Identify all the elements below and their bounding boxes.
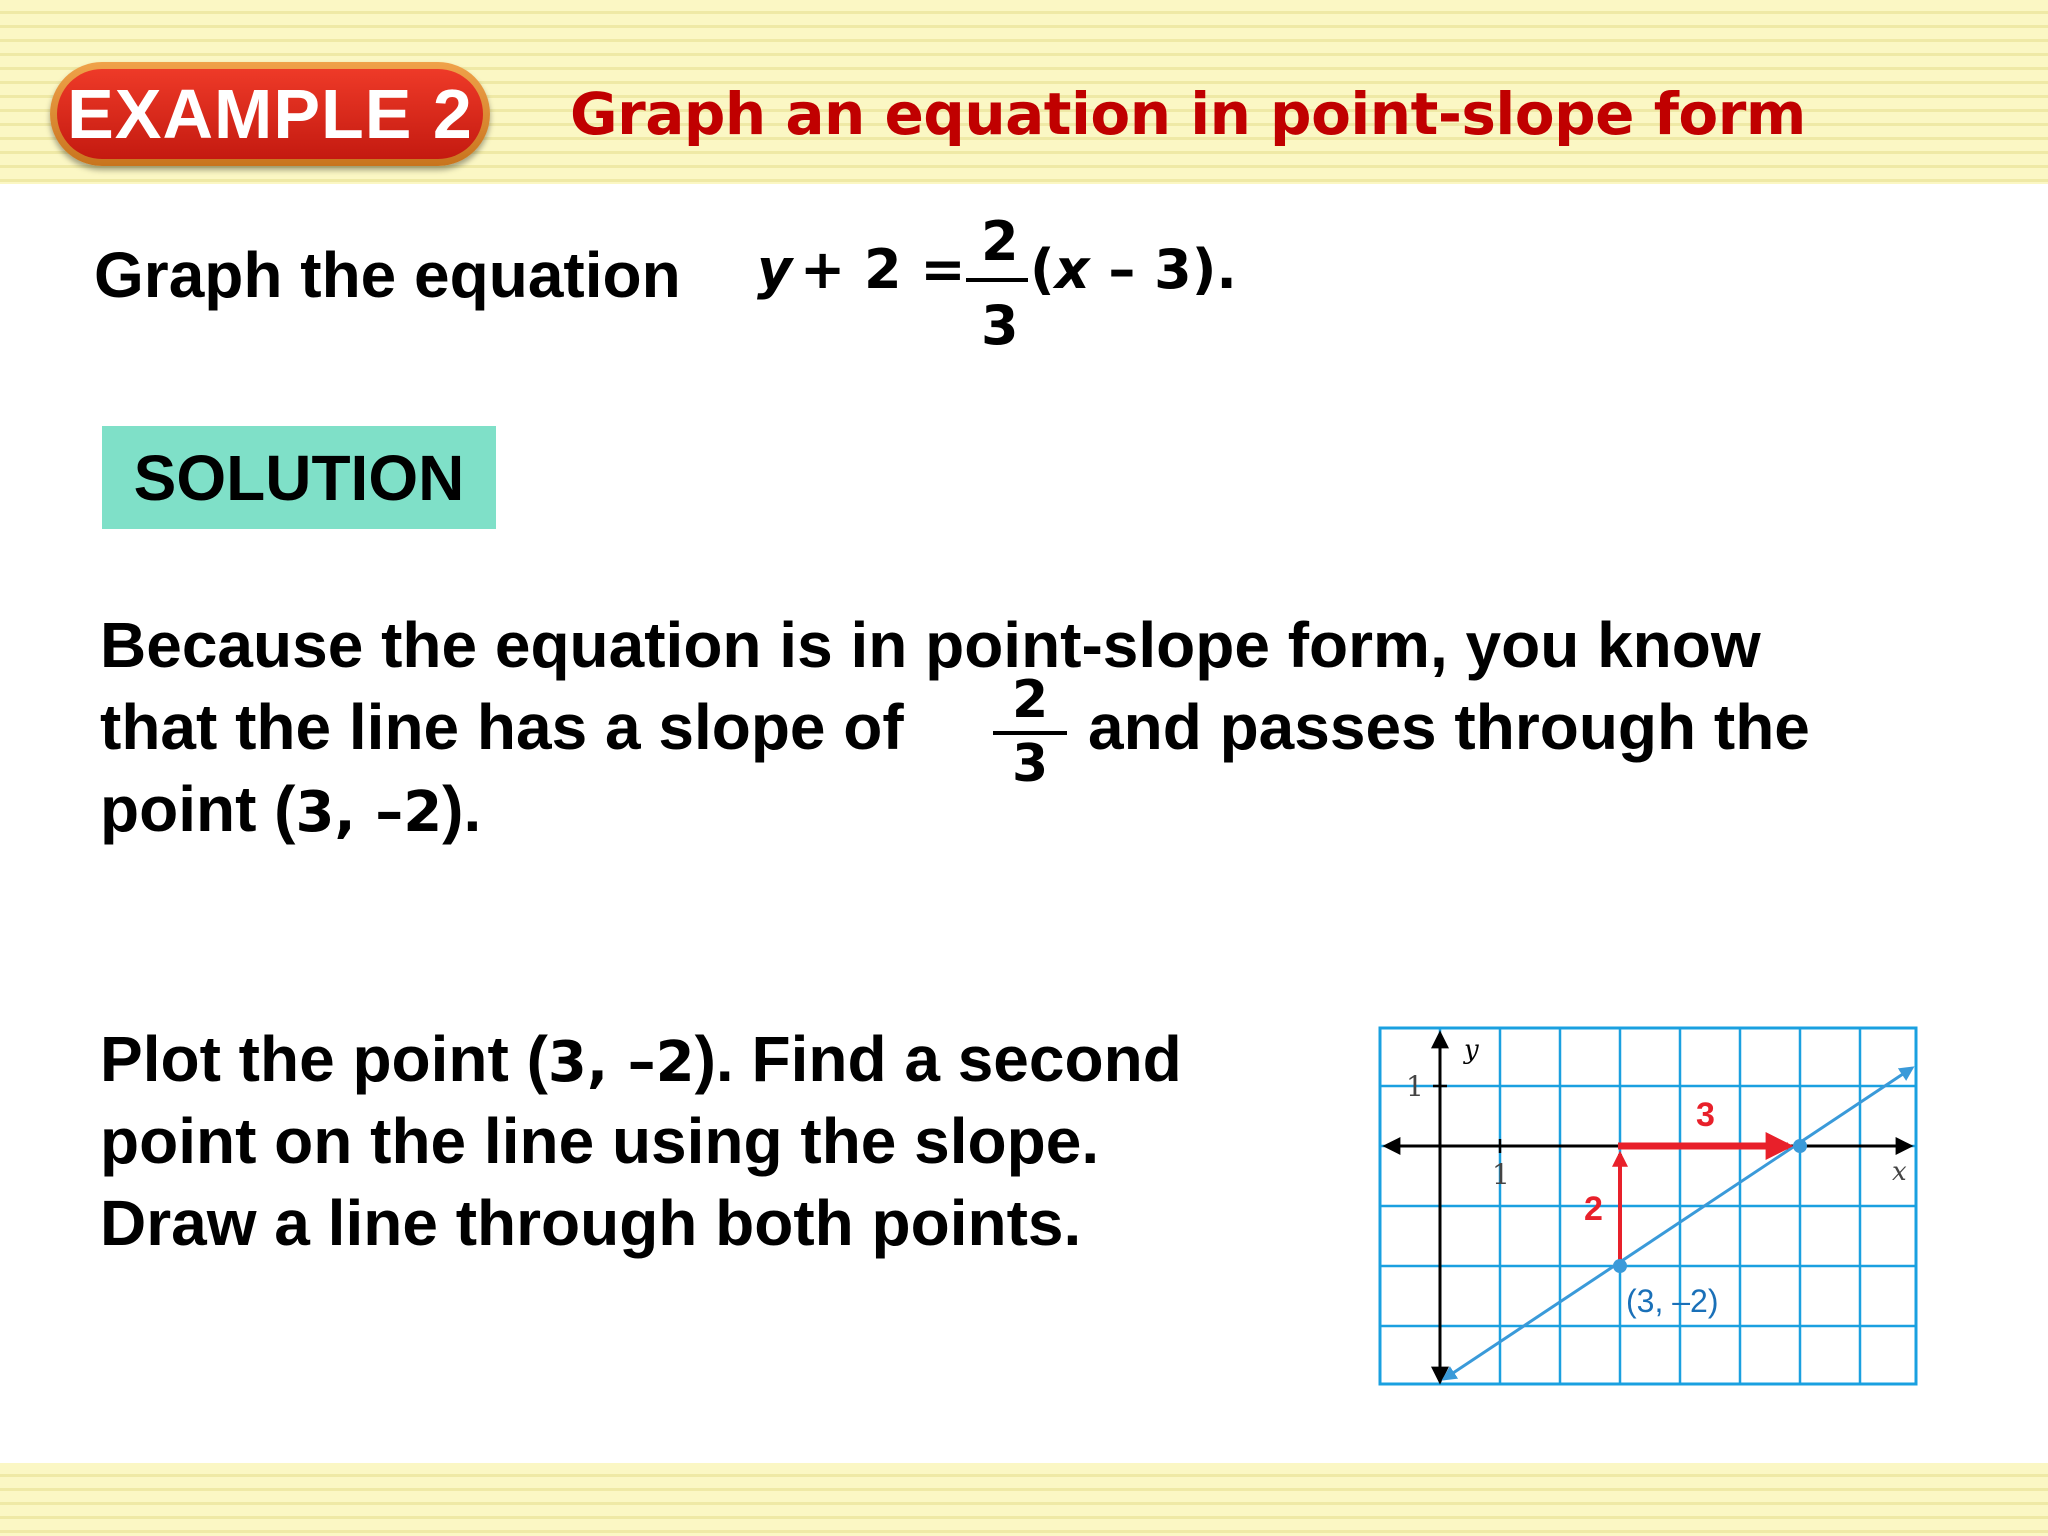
equation-x: x [1054, 238, 1090, 301]
slope-fraction-numerator: 2 [1012, 670, 1049, 730]
paragraph1-line2-end: and passes through the [1088, 691, 1810, 763]
paragraph2-line1-start: Plot the point ( [100, 1023, 548, 1095]
graph-grid [1380, 1028, 1916, 1384]
paragraph2-line3: Draw a line through both points. [100, 1187, 1082, 1259]
y-tick-label: 1 [1406, 1070, 1424, 1103]
paragraph2-line1-end: ). Find a second [694, 1023, 1182, 1095]
y-axis-label: y [1464, 1035, 1479, 1065]
equation-fraction-numerator: 2 [981, 210, 1019, 273]
equation-close: – 3). [1108, 238, 1237, 301]
problem-prompt: Graph the equation [94, 239, 681, 311]
slope-fraction-denominator: 3 [1012, 734, 1049, 794]
example-label: EXAMPLE 2 [67, 75, 473, 153]
slide-title: Graph an equation in point-slope form [570, 80, 1806, 148]
rise-label: 2 [1584, 1190, 1603, 1228]
equation-y: y [757, 238, 793, 301]
point-3-neg2 [1613, 1259, 1627, 1273]
paragraph2-point: 3, –2 [547, 1030, 695, 1095]
solution-label: SOLUTION [133, 441, 465, 514]
equation-fraction-denominator: 3 [981, 294, 1019, 357]
example-badge-inner [57, 69, 483, 159]
coordinate-graph [1378, 1026, 1918, 1386]
paragraph2-line2: point on the line using the slope. [100, 1105, 1100, 1177]
equation-open-paren: ( [1030, 238, 1055, 301]
paragraph1-line1: Because the equation is in point-slope form, you know [100, 609, 1761, 681]
example-badge [50, 62, 490, 166]
paragraph1-line3-start: point ( [100, 773, 296, 845]
x-tick-label: 1 [1492, 1158, 1510, 1191]
x-axis-label: x [1892, 1157, 1907, 1187]
paragraph1-point: 3, –2 [295, 780, 443, 845]
paragraph1-line2-start: that the line has a slope of [100, 691, 904, 763]
point-label: (3, –2) [1626, 1283, 1719, 1319]
point-6-0 [1793, 1139, 1807, 1153]
equation-lhs: + 2 = [800, 238, 966, 301]
paragraph2-line1 [100, 1022, 1182, 1096]
paragraph1-line3-end: ). [442, 773, 482, 845]
paragraph1-line3 [100, 772, 481, 846]
equation-fraction-bar [966, 278, 1028, 282]
solution-box [102, 426, 496, 529]
footer-band [0, 1463, 2048, 1536]
run-label: 3 [1696, 1096, 1715, 1134]
equation-rhs [1030, 238, 1237, 301]
